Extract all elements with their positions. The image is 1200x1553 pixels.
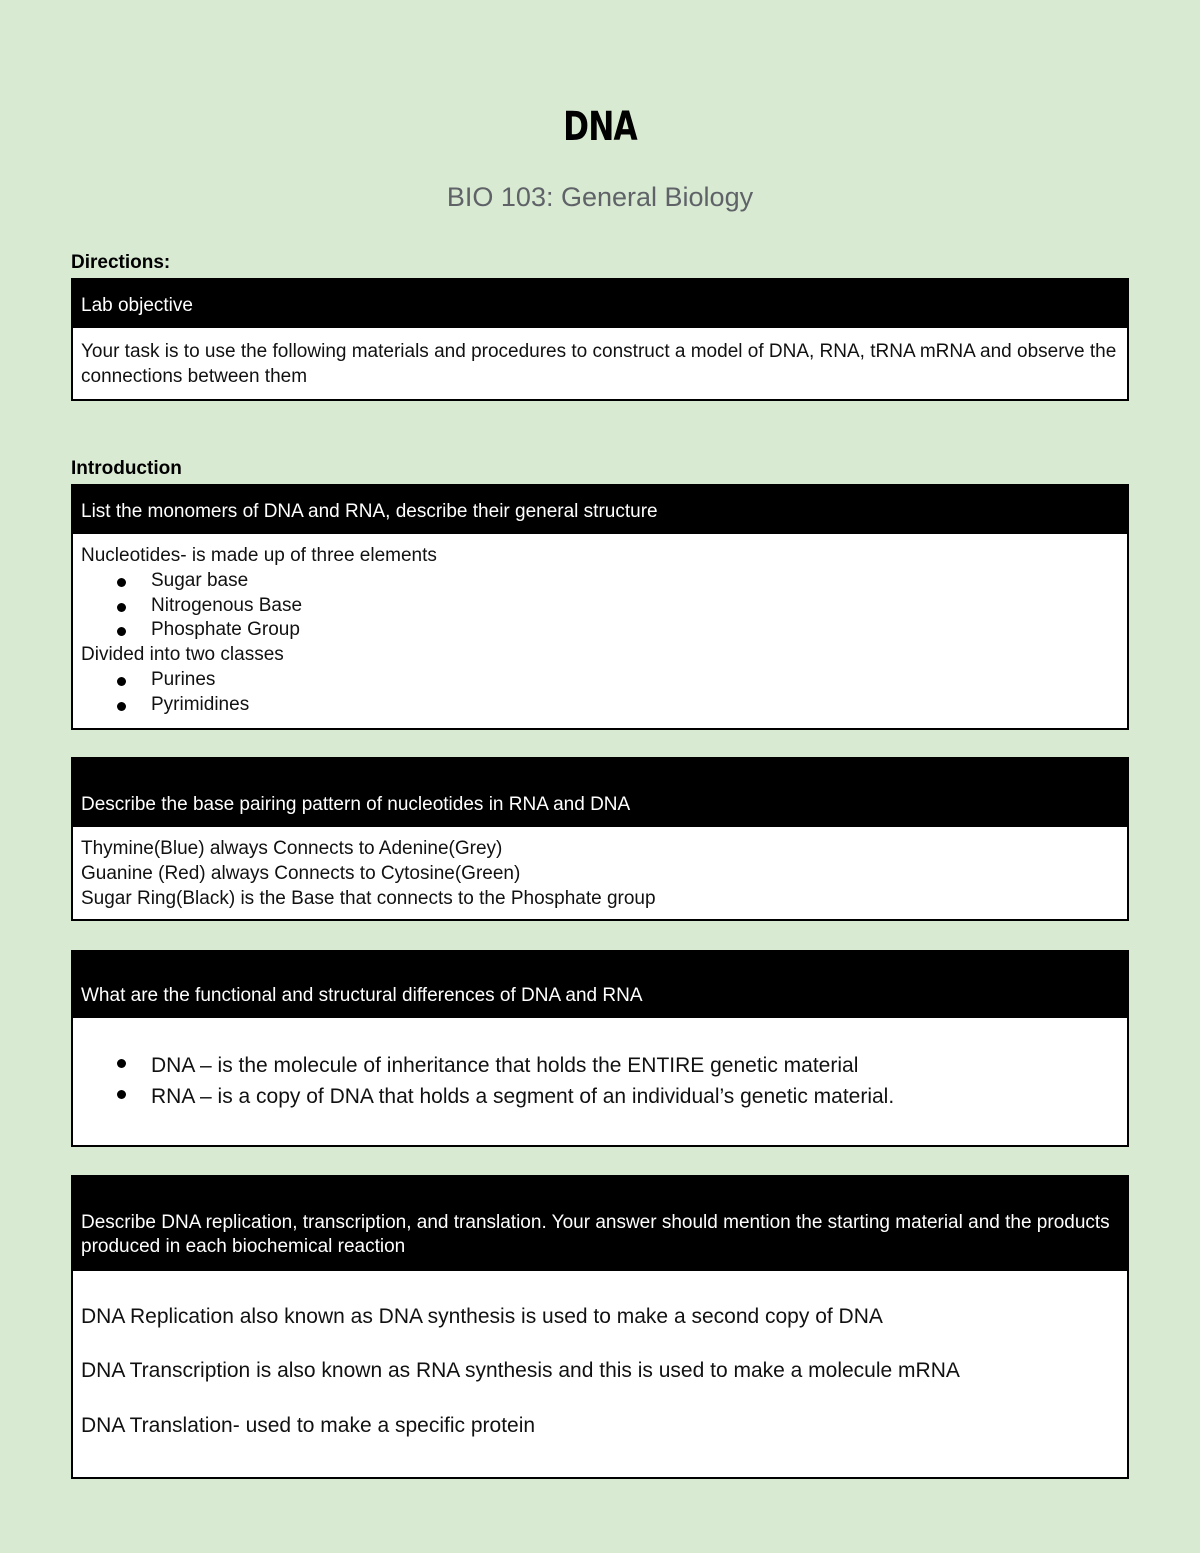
base-pairing-answer: [73, 827, 1127, 911]
pairing-line: Thymine(Blue) always Connects to Adenine(Grey): [81, 838, 503, 859]
lab-objective-box: [71, 278, 1129, 401]
page-title: DNA: [563, 104, 637, 150]
list-item: RNA – is a copy of DNA that holds a segment of an individual’s genetic material.: [151, 1081, 1119, 1112]
nucleotides-line: Nucleotides- is made up of three elements: [81, 545, 437, 566]
nucleotide-elements-list: [81, 569, 1119, 643]
base-pairing-heading-text: Describe the base pairing pattern of nucleotides in RNA and DNA: [81, 794, 631, 815]
directions-label: Directions:: [71, 252, 171, 273]
replication-line: DNA Replication also known as DNA synthesis is used to make a second copy of DNA: [81, 1305, 883, 1328]
course-subtitle: BIO 103: General Biology: [446, 182, 754, 212]
translation-line: DNA Translation- used to make a specific protein: [81, 1414, 536, 1437]
pairing-line: Sugar Ring(Black) is the Base that connects to the Phosphate group: [81, 887, 656, 909]
monomers-heading: [73, 486, 1127, 534]
list-item: Purines: [151, 668, 1119, 693]
differences-heading: [73, 952, 1127, 1018]
processes-heading-text: Describe DNA replication, transcription, and translation. Your answer should mention the starting material and the products produced in each biochemical reaction: [81, 1212, 1110, 1257]
list-item: Pyrimidines: [151, 693, 1119, 718]
list-item: DNA – is the molecule of inheritance that holds the ENTIRE genetic material: [151, 1050, 1119, 1081]
processes-box: [71, 1175, 1129, 1479]
nucleotide-classes-list: [81, 668, 1119, 718]
differences-heading-text: What are the functional and structural differences of DNA and RNA: [81, 985, 643, 1006]
monomers-answer: [73, 534, 1127, 718]
list-item: Phosphate Group: [151, 618, 1119, 643]
transcription-line: DNA Transcription is also known as RNA synthesis and this is used to make a molecule mRNA: [81, 1359, 960, 1382]
processes-heading: [73, 1177, 1127, 1271]
base-pairing-heading: [73, 759, 1127, 827]
lab-objective-text: Your task is to use the following materials and procedures to construct a model of DNA, RNA, tRNA mRNA and observe the connections between them: [81, 341, 1117, 387]
monomers-box: [71, 484, 1129, 730]
lab-objective-heading-text: Lab objective: [81, 295, 193, 316]
differences-answer: [73, 1018, 1127, 1112]
pairing-line: Guanine (Red) always Connects to Cytosine(Green): [81, 862, 521, 884]
list-item: Sugar base: [151, 569, 1119, 594]
processes-answer: [73, 1271, 1127, 1439]
monomers-heading-text: List the monomers of DNA and RNA, describe their general structure: [81, 501, 658, 522]
classes-line: Divided into two classes: [81, 644, 284, 666]
list-item: Nitrogenous Base: [151, 594, 1119, 619]
lab-objective-heading: [73, 280, 1127, 328]
differences-box: [71, 950, 1129, 1147]
base-pairing-box: [71, 757, 1129, 921]
introduction-label: Introduction: [71, 458, 182, 479]
differences-list: [81, 1050, 1119, 1112]
